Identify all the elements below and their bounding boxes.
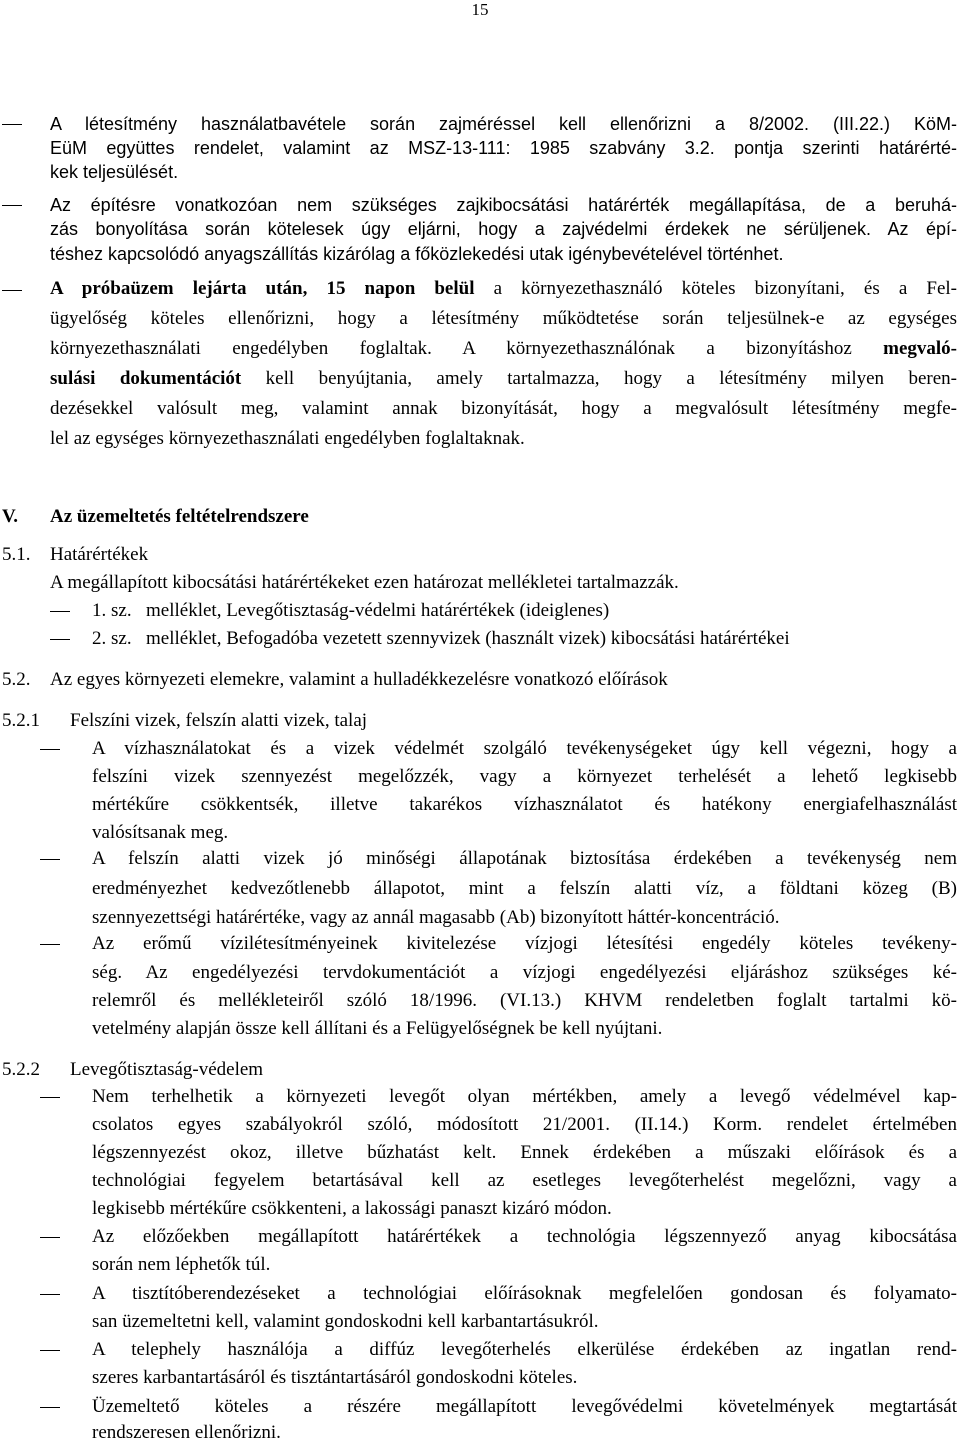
- bullet-dash-icon: [40, 1350, 60, 1351]
- bullet-dash-icon: [2, 205, 22, 206]
- bullet-dash-icon: [40, 1097, 60, 1098]
- list-item-number: 2. sz.: [92, 628, 132, 649]
- section-number: V.: [2, 506, 19, 527]
- list-item-text: melléklet, Befogadóba vezetett szennyvizek (használt vizek) kibocsátási határértékei: [146, 628, 790, 649]
- bullet-line: valósítsanak meg.: [92, 822, 229, 843]
- bullet-line: relemről és mellékleteiről szóló 18/1996. (VI.13.) KHVM rendeletben foglalt tartalmi kö-: [92, 990, 957, 1011]
- bullet-line: csolatos egyes szabályokról szóló, módosított 21/2001. (II.14.) Korm. rendelet értelmében: [92, 1114, 957, 1135]
- bullet-line: zás bonyolítása során kötelesek úgy eljárni, hogy a zajvédelmi érdekek ne sérüljenek. Az épí-: [50, 219, 957, 239]
- text: környezethasználati engedélyben foglaltak. A környezethasználónak a bizonyításhoz: [50, 338, 884, 359]
- bullet-line: technológiai fegyelem betartásával kell az esetleges levegőterhelést megelőzni, vagy a: [92, 1170, 957, 1191]
- bullet-line: ügyelőség köteles ellenőrizni, hogy a létesítmény működtetése során teljesülnek-e az egységes: [50, 308, 957, 329]
- bullet-line: A tisztítóberendezéseket a technológiai előírásoknak megfelelően gondosan és folyamato-: [92, 1283, 957, 1304]
- bullet-dash-icon: [40, 944, 60, 945]
- bullet-dash-icon: [40, 1237, 60, 1238]
- bullet-line: [50, 276, 957, 302]
- bullet-dash-icon: [2, 124, 22, 125]
- bullet-line: Üzemeltető köteles a részére megállapított levegővédelmi követelmények megtartását: [92, 1396, 957, 1417]
- bold-text: sulási dokumentációt: [50, 368, 242, 389]
- bullet-line: legkisebb mértékűre csökkenteni, a lakossági panaszt kizáró módon.: [92, 1198, 612, 1219]
- bullet-line: Az építésre vonatkozóan nem szükséges zajkibocsátási határérték megállapítása, de a beruhá-: [50, 195, 957, 215]
- bullet-dash-icon: [2, 290, 22, 291]
- subsection-intro: A megállapított kibocsátási határértékeket ezen határozat mellékletei tartalmazzák.: [50, 572, 679, 593]
- bullet-line: Az erőmű vízilétesítményeinek kivitelezése vízjogi létesítési engedély köteles tevékeny-: [92, 933, 957, 954]
- subsection-number: 5.2.: [2, 669, 31, 690]
- subsection-title: Levegőtisztaság-védelem: [70, 1059, 264, 1080]
- bullet-line: során nem léphetők túl.: [92, 1254, 271, 1275]
- subsection-number: 5.1.: [2, 544, 31, 565]
- bullet-dash-icon: [40, 859, 60, 860]
- bullet-line: A telephely használója a diffúz levegőterhelés elkerülése érdekében az ingatlan rend-: [92, 1339, 957, 1360]
- bullet-line: A létesítmény használatbavétele során zajméréssel kell ellenőrizni a 8/2002. (III.22.) KöM-: [50, 114, 957, 134]
- section-title: Az üzemeltetés feltételrendszere: [50, 506, 309, 527]
- bullet-line: Nem terhelhetik a környezeti levegőt olyan mértékben, amely a levegő védelmével kap-: [92, 1086, 957, 1107]
- list-item-text: melléklet, Levegőtisztaság-védelmi határértékek (ideiglenes): [146, 600, 610, 621]
- bullet-line: felszíni vizek szennyezést megelőzzék, vagy a környezet terhelését a lehető legkisebb: [92, 766, 957, 787]
- bold-text: A próbaüzem lejárta után, 15 napon belül: [50, 278, 475, 299]
- bullet-line: san üzemeltetni kell, valamint gondoskodni kell karbantartásukról.: [92, 1311, 599, 1332]
- bullet-line: dezésekkel valósult meg, valamint annak bizonyítását, hogy a megvalósult létesítmény megfe-: [50, 398, 957, 419]
- bullet-line: rendszeresen ellenőrizni.: [92, 1422, 281, 1443]
- bullet-line: [50, 366, 957, 392]
- list-item-number: 1. sz.: [92, 600, 132, 621]
- bullet-line: téshez kapcsolódó anyagszállítás kizárólag a főközlekedési utak igénybevételével történhet.: [50, 244, 784, 264]
- bullet-line: EüM együttes rendelet, valamint az MSZ-13-111: 1985 szabvány 3.2. pontja szerinti határérté-: [50, 138, 957, 158]
- text: kell benyújtania, amely tartalmazza, hogy a létesítmény milyen beren-: [241, 368, 958, 389]
- subsection-number: 5.2.1: [2, 710, 40, 731]
- bullet-line: kek teljesülését.: [50, 162, 179, 182]
- text: a környezethasználó köteles bizonyítani, és a Fel-: [474, 278, 957, 299]
- bullet-line: [50, 336, 957, 362]
- bullet-dash-icon: [50, 611, 70, 612]
- subsection-number: 5.2.2: [2, 1059, 40, 1080]
- bullet-line: A felszín alatti vizek jó minőségi állapotának biztosítása érdekében a tevékenység nem: [92, 848, 957, 869]
- bullet-line: ség. Az engedélyezési tervdokumentációt a vízjogi engedélyezési eljáráshoz szükséges ké-: [92, 962, 957, 983]
- bold-text: megvaló-: [883, 338, 957, 359]
- bullet-line: légszennyezést okoz, illetve bűzhatást kelt. Ennek érdekében a műszaki előírások és a: [92, 1142, 957, 1163]
- bullet-dash-icon: [40, 1294, 60, 1295]
- page-number: 15: [471, 0, 489, 19]
- subsection-title: Felszíni vizek, felszín alatti vizek, talaj: [70, 710, 368, 731]
- bullet-line: szennyezettségi határértéke, vagy az annál magasabb (Ab) bizonyított háttér-koncentráció.: [92, 907, 780, 928]
- bullet-line: Az előzőekben megállapított határértékek a technológia légszennyező anyag kibocsátása: [92, 1226, 957, 1247]
- subsection-title: Az egyes környezeti elemekre, valamint a hulladékkezelésre vonatkozó előírások: [50, 669, 668, 690]
- bullet-dash-icon: [40, 749, 60, 750]
- bullet-line: szeres karbantartásáról és tisztántartásáról gondoskodni köteles.: [92, 1367, 578, 1388]
- bullet-line: A vízhasználatokat és a vizek védelmét szolgáló tevékenységeket úgy kell végezni, hogy a: [92, 738, 957, 759]
- bullet-dash-icon: [40, 1407, 60, 1408]
- bullet-line: eredményezhet kedvezőtlenebb állapotot, mint a felszín alatti víz, a földtani közeg (B): [92, 878, 957, 899]
- bullet-dash-icon: [50, 639, 70, 640]
- subsection-title: Határértékek: [50, 544, 149, 565]
- bullet-line: mértékűre csökkentsék, illetve takarékos vízhasználatot és hatékony energiafelhasználást: [92, 794, 957, 815]
- bullet-line: lel az egységes környezethasználati engedélyben foglaltaknak.: [50, 428, 525, 449]
- bullet-line: vetelmény alapján össze kell állítani és a Felügyelőségnek be kell nyújtani.: [92, 1018, 663, 1039]
